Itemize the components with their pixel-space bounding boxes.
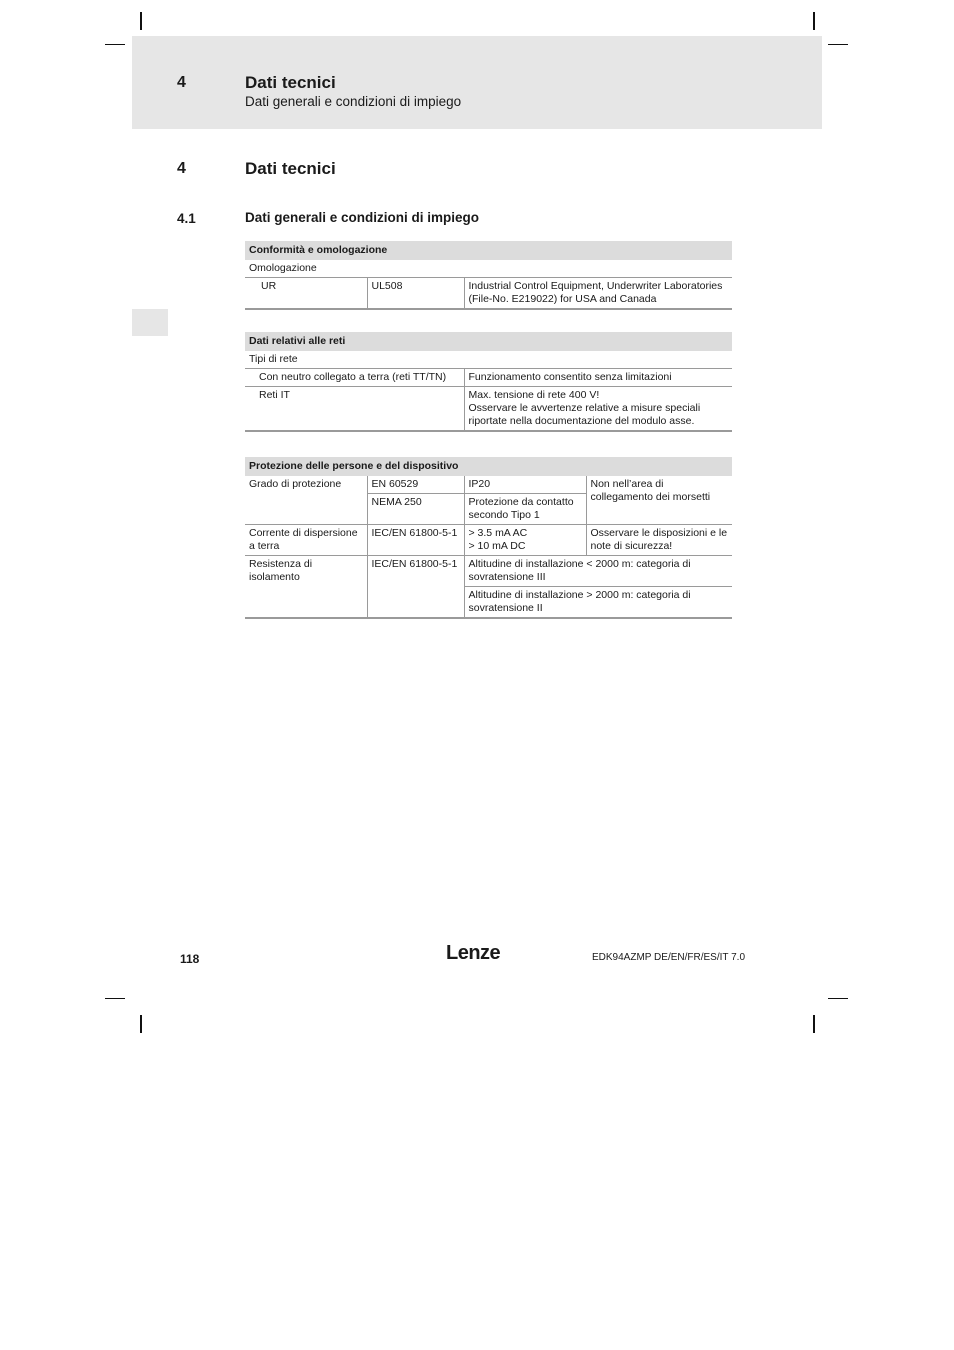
mains-table	[245, 332, 732, 432]
header-subtitle: Dati generali e condizioni di impiego	[245, 94, 462, 109]
protection-note: Non nell’area di collegamento dei morsetti	[586, 476, 732, 525]
table-header: Dati relativi alle reti	[245, 332, 732, 351]
crop-mark	[828, 998, 848, 999]
crop-mark	[140, 1015, 142, 1033]
value-line: > 3.5 mA AC	[468, 527, 528, 539]
mains-type-value	[464, 387, 732, 432]
value-line: Max. tensione di rete 400 V!	[468, 389, 600, 401]
approval-description: Industrial Control Equipment, Underwriter Laboratories (File-No. E219022) for USA and Canada	[464, 278, 732, 310]
protection-label: Grado di protezione	[245, 476, 367, 525]
header-chapter-number: 4	[177, 74, 186, 91]
value-line: Osservare le avvertenze relative a misure speciali riportate nella documentazione del modulo asse.	[468, 402, 701, 427]
lenze-logo: Lenze	[446, 942, 501, 964]
approval-label: UR	[245, 278, 367, 310]
crop-mark	[828, 44, 848, 45]
table-header: Protezione delle persone e del dispositivo	[245, 457, 732, 476]
insulation-value: Altitudine di installazione < 2000 m: categoria di sovratensione III	[464, 556, 732, 587]
crop-mark	[105, 998, 125, 999]
conformity-table	[245, 241, 732, 310]
approval-standard: UL508	[367, 278, 464, 310]
group-label: Omologazione	[245, 260, 732, 278]
crop-mark	[105, 44, 125, 45]
table-header: Conformità e omologazione	[245, 241, 732, 260]
subsection-number: 4.1	[177, 211, 196, 226]
header-chapter-title: Dati tecnici	[245, 73, 336, 92]
crop-mark	[813, 12, 815, 30]
leakage-label: Corrente di dispersione a terra	[245, 525, 367, 556]
section-title: Dati tecnici	[245, 159, 336, 178]
section-number: 4	[177, 160, 186, 177]
protection-std: NEMA 250	[367, 494, 464, 525]
protection-std: EN 60529	[367, 476, 464, 494]
crop-mark	[140, 12, 142, 30]
protection-table	[245, 457, 732, 619]
insulation-standard: IEC/EN 61800-5-1	[367, 556, 464, 619]
mains-type-label: Reti IT	[245, 387, 464, 432]
leakage-value	[464, 525, 586, 556]
protection-value: Protezione da contatto secondo Tipo 1	[464, 494, 586, 525]
insulation-value: Altitudine di installazione > 2000 m: categoria di sovratensione II	[464, 587, 732, 619]
page-number: 118	[180, 952, 200, 966]
value-line: > 10 mA DC	[468, 540, 526, 552]
chapter-side-tab	[132, 309, 168, 336]
document-code: EDK94AZMP DE/EN/FR/ES/IT 7.0	[592, 952, 746, 963]
page-header-band	[132, 36, 822, 129]
crop-mark	[813, 1015, 815, 1033]
protection-value: IP20	[464, 476, 586, 494]
group-label: Tipi di rete	[245, 351, 732, 369]
mains-type-value: Funzionamento consentito senza limitazioni	[464, 369, 732, 387]
leakage-standard: IEC/EN 61800-5-1	[367, 525, 464, 556]
leakage-note: Osservare le disposizioni e le note di sicurezza!	[586, 525, 732, 556]
mains-type-label: Con neutro collegato a terra (reti TT/TN)	[245, 369, 464, 387]
insulation-label: Resistenza di isolamento	[245, 556, 367, 619]
subsection-title: Dati generali e condizioni di impiego	[245, 210, 480, 225]
